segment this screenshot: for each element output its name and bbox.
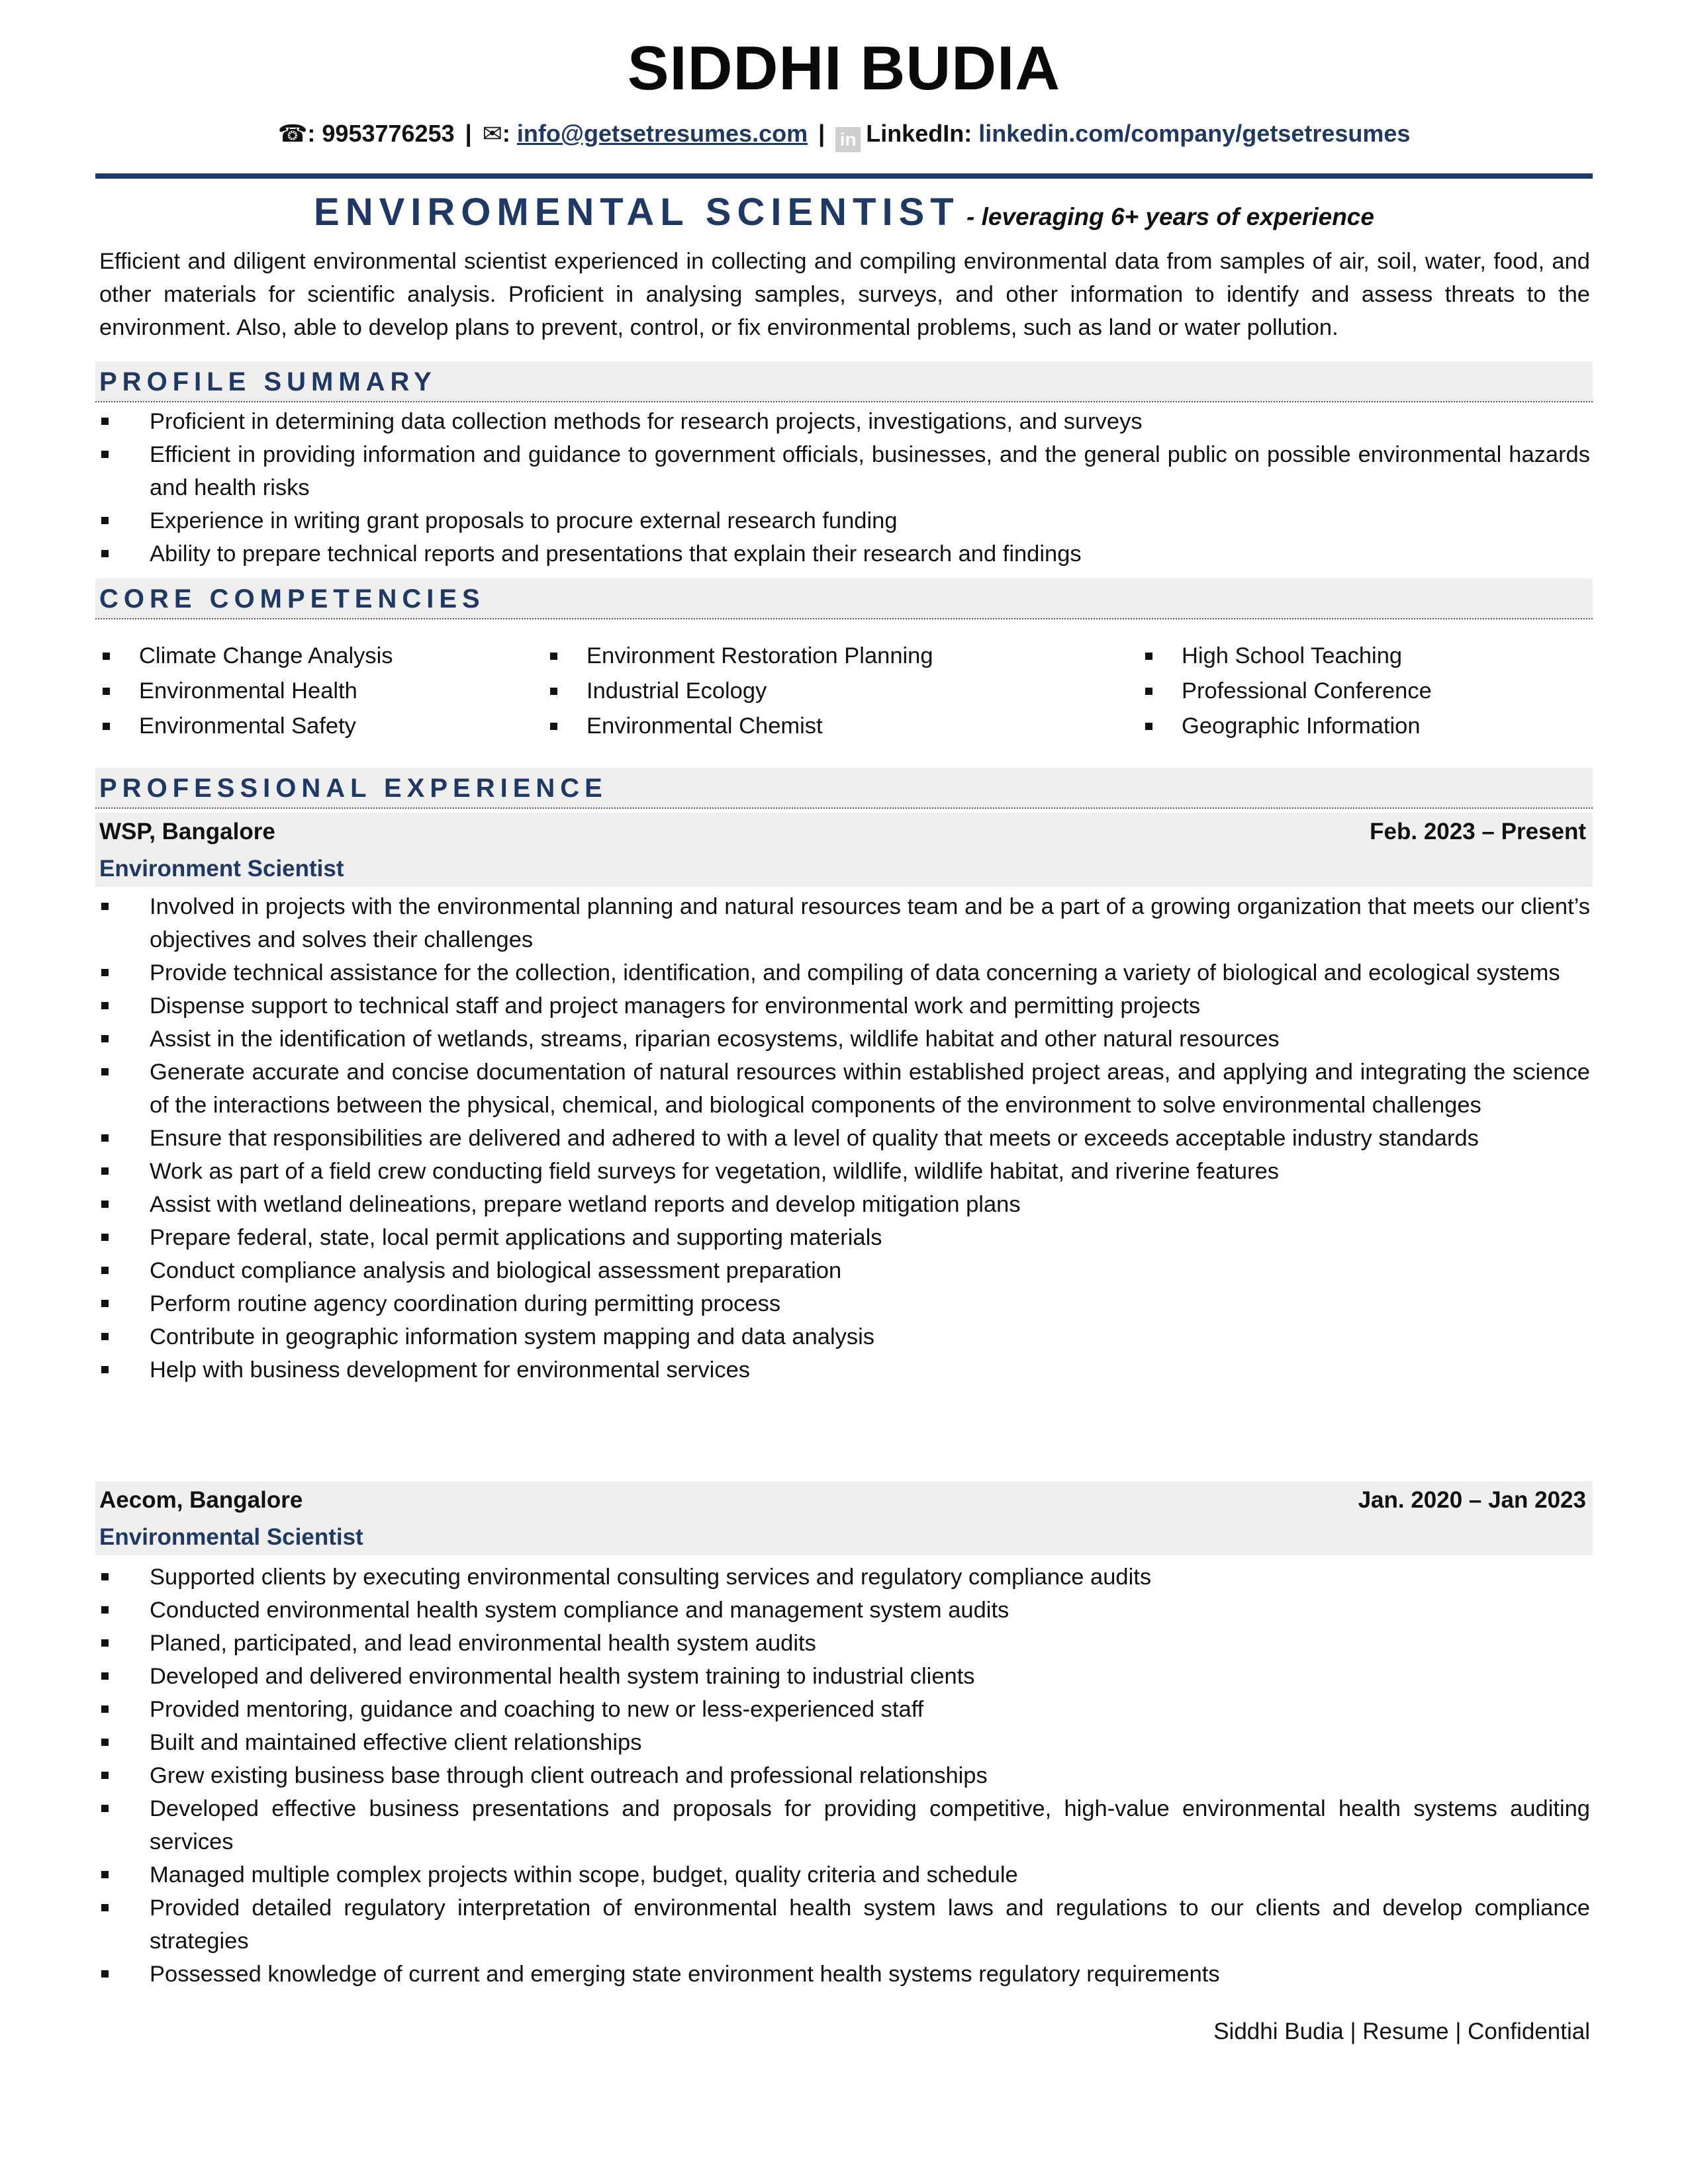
list-item: Work as part of a field crew conducting field surveys for vegetation, wildlife, wildlife habitat, and riverine features [99, 1155, 1590, 1188]
profile-summary-list [99, 405, 1590, 570]
list-item: Perform routine agency coordination during permitting process [99, 1287, 1590, 1320]
headline-tagline: leveraging 6+ years of experience [981, 203, 1374, 230]
list-item: Supported clients by executing environmental consulting services and regulatory compliance audits [99, 1561, 1590, 1594]
linkedin-label: LinkedIn: [866, 120, 972, 147]
section-header-professional-experience [95, 768, 1593, 809]
competency-item: Professional Conference [1142, 674, 1432, 709]
section-title: PROFILE SUMMARY [99, 367, 437, 396]
list-item: Efficient in providing information and guidance to government officials, businesses, and the general public on possible environmental hazards and health risks [99, 438, 1590, 504]
email-link[interactable]: info@getsetresumes.com [516, 120, 808, 147]
competencies-grid [99, 639, 1590, 745]
job-role: Environmental Scientist [99, 1524, 363, 1550]
list-item: Provide technical assistance for the collection, identification, and compiling of data concerning a variety of biological and ecological systems [99, 956, 1590, 989]
summary-paragraph: Efficient and diligent environmental scientist experienced in collecting and compiling environmental data from samples of air, soil, water, food, and other materials for scientific analysis. Proficient in analysing samples, surveys, and other information to identify and assess threats to the environment. Also, able to develop plans to prevent, control, or fix environmental problems, such as land or water pollution. [99, 249, 1590, 340]
list-item: Assist in the identification of wetlands, streams, riparian ecosystems, wildlife habitat and other natural resources [99, 1023, 1590, 1056]
competency-item: Geographic Information [1142, 709, 1432, 744]
list-item: Contribute in geographic information system mapping and data analysis [99, 1320, 1590, 1353]
contact-line: ☎: 9953776253 | ✉: info@getsetresumes.com | in LinkedIn: linkedin.com/company/getsetresumes [0, 116, 1688, 152]
linkedin-icon: in [835, 127, 861, 152]
list-item: Assist with wetland delineations, prepare wetland reports and develop mitigation plans [99, 1188, 1590, 1221]
list-item: Managed multiple complex projects within scope, budget, quality criteria and schedule [99, 1858, 1590, 1891]
list-item: Prepare federal, state, local permit applications and supporting materials [99, 1221, 1590, 1254]
job-header [95, 1481, 1593, 1555]
company-name: WSP, Bangalore [99, 819, 275, 844]
competencies-column [1142, 639, 1432, 744]
list-item: Involved in projects with the environmental planning and natural resources team and be a part of a growing organization that meets our client’s objectives and solves their challenges [99, 890, 1590, 956]
section-title: PROFESSIONAL EXPERIENCE [99, 774, 608, 803]
list-item: Generate accurate and concise documentation of natural resources within established project areas, and applying and integrating the science of the interactions between the physical, chemical, and biological components of the environment to solve environmental challenges [99, 1056, 1590, 1122]
list-item: Possessed knowledge of current and emerging state environment health systems regulatory requirements [99, 1958, 1590, 1991]
competency-item: Industrial Ecology [547, 674, 933, 709]
list-item: Provided mentoring, guidance and coaching to new or less-experienced staff [99, 1693, 1590, 1726]
job-role: Environment Scientist [99, 856, 344, 882]
competencies-column [547, 639, 933, 744]
list-item: Developed and delivered environmental health system training to industrial clients [99, 1660, 1590, 1693]
page-footer: Siddhi Budia | Resume | Confidential [1213, 2019, 1590, 2044]
list-item: Planed, participated, and lead environmental health system audits [99, 1627, 1590, 1660]
list-item: Dispense support to technical staff and project managers for environmental work and permitting projects [99, 989, 1590, 1023]
section-header-core-competencies [95, 578, 1593, 619]
competency-item: Environment Restoration Planning [547, 639, 933, 674]
phone-text: ☎: 9953776253 [277, 120, 455, 147]
list-item: Developed effective business presentations and proposals for providing competitive, high-value environmental health systems auditing services [99, 1792, 1590, 1858]
list-item: Conduct compliance analysis and biological assessment preparation [99, 1254, 1590, 1287]
linkedin-link[interactable]: linkedin.com/company/getsetresumes [978, 120, 1411, 147]
job-title: ENVIROMENTAL SCIENTIST [314, 191, 960, 234]
list-item: Built and maintained effective client relationships [99, 1726, 1590, 1759]
competency-item: Environmental Safety [99, 709, 393, 744]
company-name: Aecom, Bangalore [99, 1487, 303, 1513]
headline [0, 189, 1688, 246]
section-title: CORE COMPETENCIES [99, 584, 485, 614]
list-item: Help with business development for environmental services [99, 1353, 1590, 1387]
list-item: Proficient in determining data collection methods for research projects, investigations, and surveys [99, 405, 1590, 438]
job-header [95, 813, 1593, 887]
list-item: Conducted environmental health system compliance and management system audits [99, 1594, 1590, 1627]
section-header-profile-summary [95, 361, 1593, 402]
job-dates: Feb. 2023 – Present [1370, 819, 1586, 844]
competency-item: Climate Change Analysis [99, 639, 393, 674]
candidate-name: SIDDHI BUDIA [627, 33, 1061, 103]
competency-item: Environmental Chemist [547, 709, 933, 744]
competencies-column [99, 639, 393, 744]
competency-item: Environmental Health [99, 674, 393, 709]
job-bullets [99, 1561, 1590, 1991]
list-item: Experience in writing grant proposals to procure external research funding [99, 504, 1590, 537]
list-item: Grew existing business base through client outreach and professional relationships [99, 1759, 1590, 1792]
header-divider [95, 173, 1593, 179]
headline-dash: - [959, 203, 982, 230]
job-dates: Jan. 2020 – Jan 2023 [1358, 1487, 1586, 1513]
list-item: Provided detailed regulatory interpretation of environmental health system laws and regulations to our clients and develop compliance strategies [99, 1891, 1590, 1958]
list-item: Ensure that responsibilities are delivered and adhered to with a level of quality that meets or exceeds acceptable industry standards [99, 1122, 1590, 1155]
email-prefix: ✉: [482, 120, 517, 147]
competency-item: High School Teaching [1142, 639, 1432, 674]
list-item: Ability to prepare technical reports and presentations that explain their research and findings [99, 537, 1590, 570]
job-bullets [99, 890, 1590, 1387]
